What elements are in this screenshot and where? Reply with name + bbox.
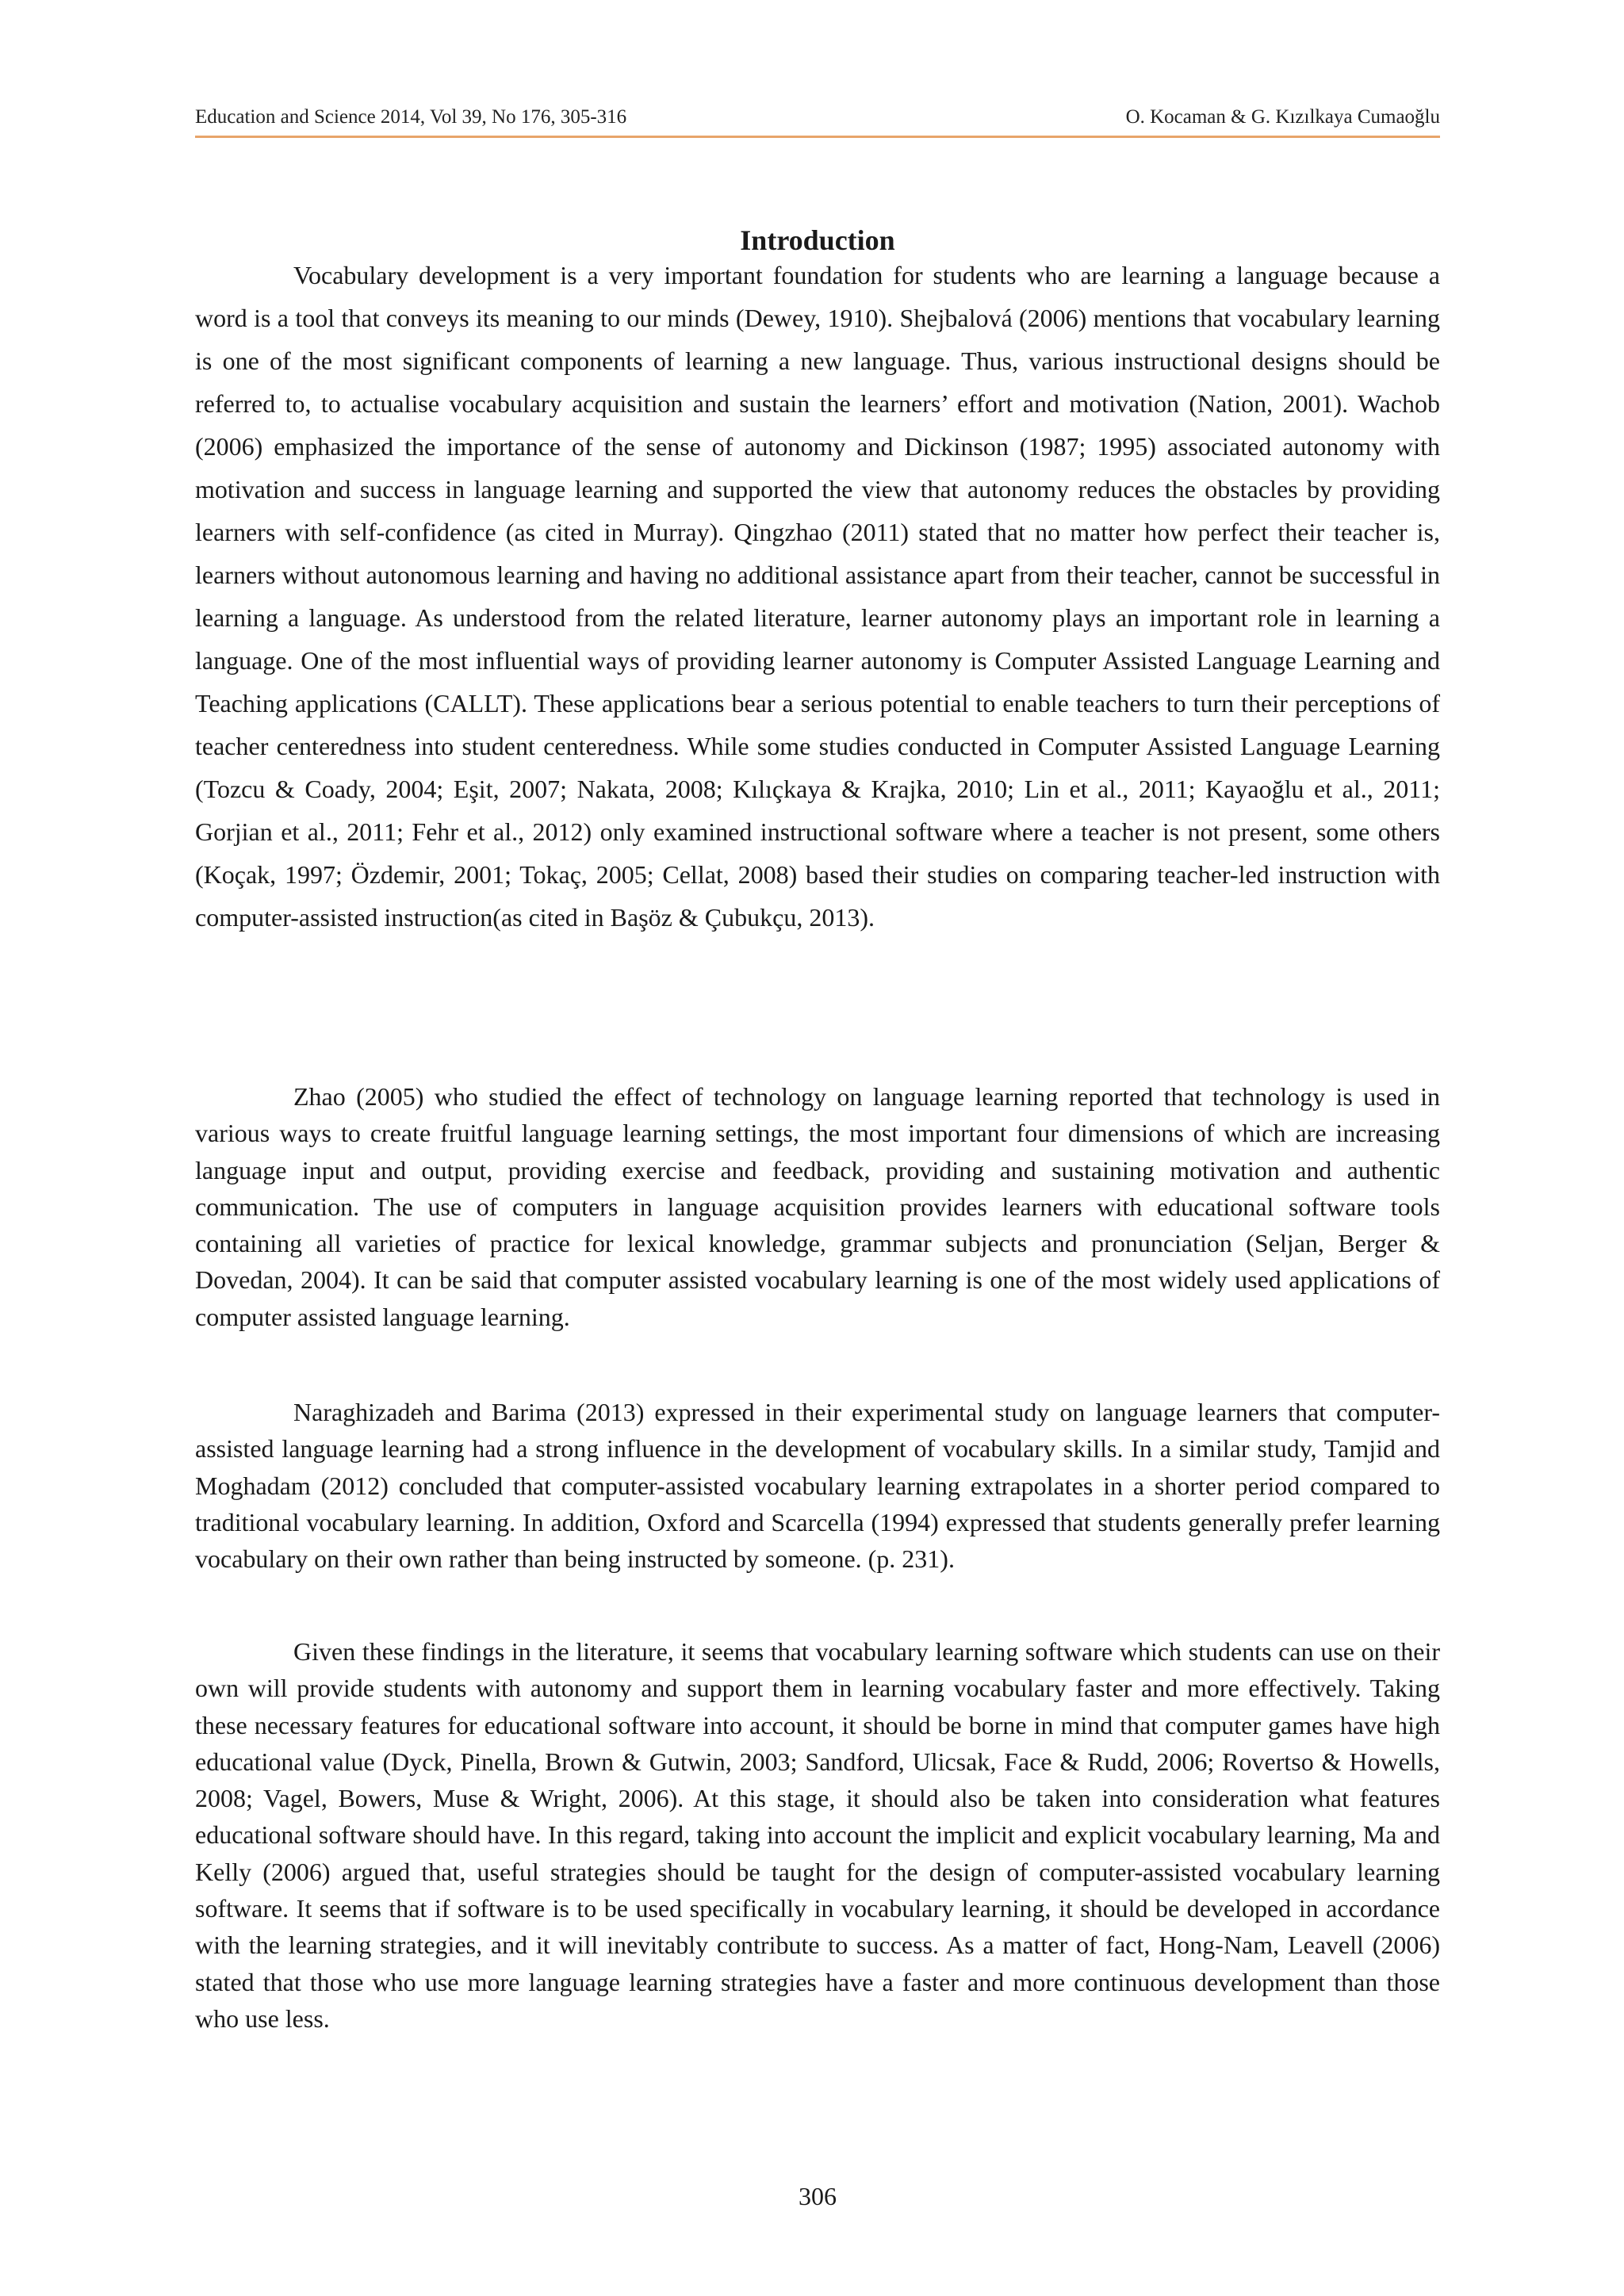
section-title: Introduction [740, 224, 895, 256]
header-divider [195, 136, 1440, 138]
paragraph: Vocabulary development is a very important foundation for students who are learning a language because a word is a tool that conveys its meaning to our minds (Dewey, 1910). Shejbalová (2006) mentions that vocabulary learning is one of the most significant components of learning a new language. Thus, various instructional designs should be referred to, to actualise vocabulary acquisition and sustain the learners’ effort and motivation (Nation, 2001). Wachob (2006) emphasized the importance of the sense of autonomy and Dickinson (1987; 1995) associated autonomy with motivation and success in language learning and supported the view that autonomy reduces the obstacles by providing learners with self-confidence (as cited in Murray). Qingzhao (2011) stated that no matter how perfect their teacher is, learners without autonomous learning and having no additional assistance apart from their teacher, cannot be successful in learning a language. As understood from the related literature, learner autonomy plays an important role in learning a language. One of the most influential ways of providing learner autonomy is Computer Assisted Language Learning and Teaching applications (CALLT). These applications bear a serious potential to enable teachers to turn their perceptions of teacher centeredness into student centeredness. While some studies conducted in Computer Assisted Language Learning (Tozcu & Coady, 2004; Eşit, 2007; Nakata, 2008; Kılıçkaya & Krajka, 2010; Lin et al., 2011; Kayaoğlu et al., 2011; Gorjian et al., 2011; Fehr et al., 2012) only examined instructional software where a teacher is not present, some others (Koçak, 1997; Özdemir, 2001; Tokaç, 2005; Cellat, 2008) based their studies on comparing teacher-led instruction with computer-assisted instruction(as cited in Başöz & Çubukçu, 2013). [195, 261, 1440, 932]
paragraph: Zhao (2005) who studied the effect of technology on language learning reported that technology is used in various ways to create fruitful language learning settings, the most important four dimensions of which are increasing language input and output, providing exercise and feedback, providing and sustaining motivation and authentic communication. The use of computers in language acquisition provides learners with educational software tools containing all varieties of practice for lexical knowledge, grammar subjects and pronunciation (Seljan, Berger & Dovedan, 2004). It can be said that computer assisted vocabulary learning is one of the most widely used applications of computer assisted language learning. [195, 1082, 1440, 1331]
journal-citation: Education and Science 2014, Vol 39, No 176, 305-316 [195, 106, 627, 128]
author-names: O. Kocaman & G. Kızılkaya Cumaoğlu [1125, 106, 1440, 128]
page-number: 306 [799, 2182, 837, 2210]
running-header [195, 98, 1440, 136]
paragraph: Naraghizadeh and Barima (2013) expressed in their experimental study on language learners that computer-assisted language learning had a strong influence in the development of vocabulary skills. In a similar study, Tamjid and Moghadam (2012) concluded that computer-assisted vocabulary learning extrapolates in a shorter period compared to traditional vocabulary learning. In addition, Oxford and Scarcella (1994) expressed that students generally prefer learning vocabulary on their own rather than being instructed by someone. (p. 231). [195, 1398, 1440, 1574]
paragraph: Given these findings in the literature, it seems that vocabulary learning software which students can use on their own will provide students with autonomy and support them in learning vocabulary faster and more effectively. Taking these necessary features for educational software into account, it should be borne in mind that computer games have high educational value (Dyck, Pinella, Brown & Gutwin, 2003; Sandford, Ulicsak, Face & Rudd, 2006; Rovertso & Howells, 2008; Vagel, Bowers, Muse & Wright, 2006). At this stage, it should also be taken into consideration what features educational software should have. In this regard, taking into account the implicit and explicit vocabulary learning, Ma and Kelly (2006) argued that, useful strategies should be taught for the design of computer-assisted vocabulary learning software. It seems that if software is to be used specifically in vocabulary learning, it should be developed in accordance with the learning strategies, and it will inevitably contribute to success. As a matter of fact, Hong-Nam, Leavell (2006) stated that those who use more language learning strategies have a faster and more continuous development than those who use less. [195, 1637, 1440, 2033]
